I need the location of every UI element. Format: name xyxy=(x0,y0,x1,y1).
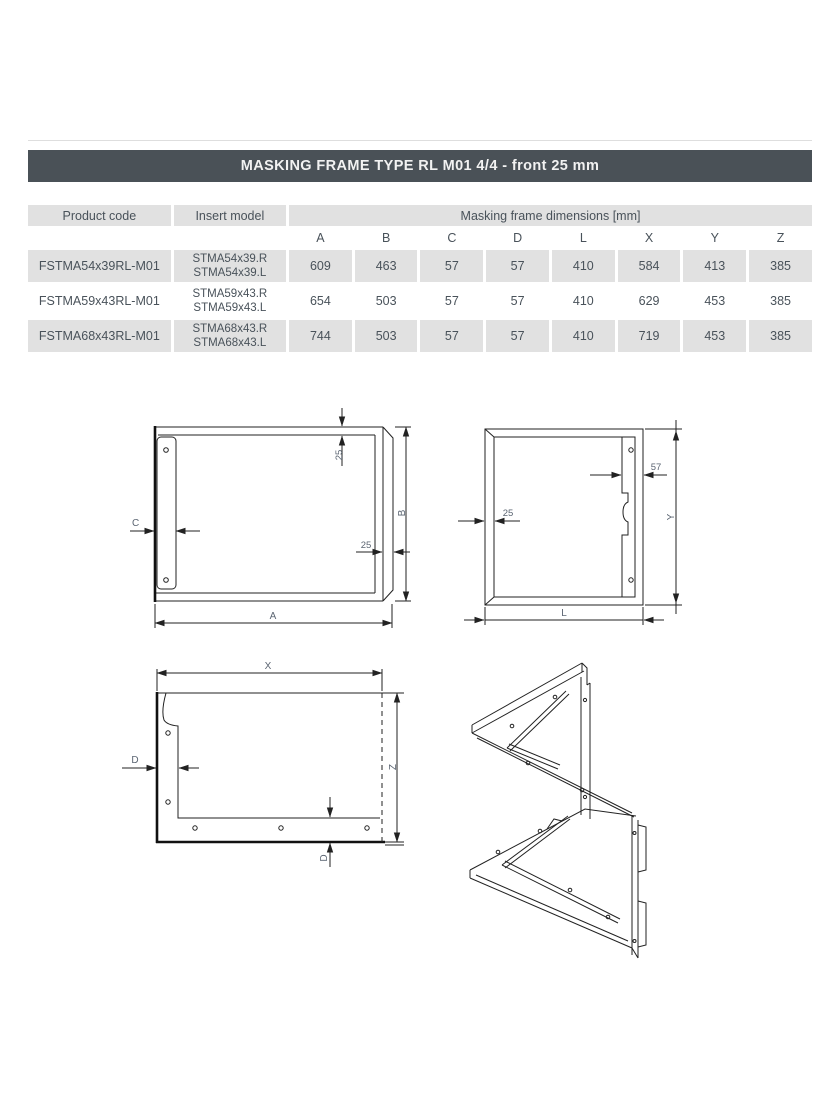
dim-label-a: A xyxy=(269,611,277,622)
dim-label-x: X xyxy=(264,661,272,672)
front-view-drawing xyxy=(118,398,418,638)
table-dim-letters-row xyxy=(28,229,812,247)
dim-label-25-top: 25 xyxy=(334,449,345,461)
col-header-product-code: Product code xyxy=(28,205,171,226)
product-code: FSTMA59x43RL-M01 xyxy=(28,285,171,317)
dim-label-d-left: D xyxy=(131,755,139,766)
dim-label-25: 25 xyxy=(502,508,514,519)
dim-label-25-front: 25 xyxy=(360,540,372,551)
insert-model: STMA68x43.R STMA68x43.L xyxy=(174,320,286,352)
side-view-drawing xyxy=(450,398,710,638)
table-row: FSTMA54x39RL-M01 STMA54x39.R STMA54x39.L 609 463 57 57 410 584 413 385 xyxy=(28,250,812,282)
dim-col-D: D xyxy=(486,229,549,247)
dim-label-b: B xyxy=(397,509,408,517)
divider-line xyxy=(28,140,812,141)
table-row: FSTMA68x43RL-M01 STMA68x43.R STMA68x43.L 744 503 57 57 410 719 453 385 xyxy=(28,320,812,352)
insert-view-drawing xyxy=(115,655,415,880)
dim-label-y: Y xyxy=(666,513,677,521)
dim-col-A: A xyxy=(289,229,352,247)
insert-model: STMA59x43.R STMA59x43.L xyxy=(174,285,286,317)
section-header xyxy=(28,150,812,182)
table-row: FSTMA59x43RL-M01 STMA59x43.R STMA59x43.L 654 503 57 57 410 629 453 385 xyxy=(28,285,812,317)
dim-label-d-bottom: D xyxy=(319,854,330,862)
dim-col-Z: Z xyxy=(749,229,812,247)
dim-label-l: L xyxy=(561,608,567,619)
dim-col-X: X xyxy=(618,229,681,247)
insert-model: STMA54x39.R STMA54x39.L xyxy=(174,250,286,282)
dim-col-B: B xyxy=(355,229,418,247)
dim-label-c: C xyxy=(132,518,140,529)
dim-col-Y: Y xyxy=(683,229,746,247)
dim-label-z: Z xyxy=(388,763,399,771)
product-code: FSTMA54x39RL-M01 xyxy=(28,250,171,282)
isometric-view-drawing xyxy=(450,645,720,990)
col-header-insert-model: Insert model xyxy=(174,205,286,226)
table-group-header-row xyxy=(28,205,812,226)
dim-label-57: 57 xyxy=(650,462,662,473)
product-code: FSTMA68x43RL-M01 xyxy=(28,320,171,352)
section-title: MASKING FRAME TYPE RL M01 4/4 - front 25 mm xyxy=(240,158,600,174)
dim-col-C: C xyxy=(420,229,483,247)
dimensions-table xyxy=(25,202,815,355)
dim-col-L: L xyxy=(552,229,615,247)
col-header-dimensions-group: Masking frame dimensions [mm] xyxy=(289,205,812,226)
